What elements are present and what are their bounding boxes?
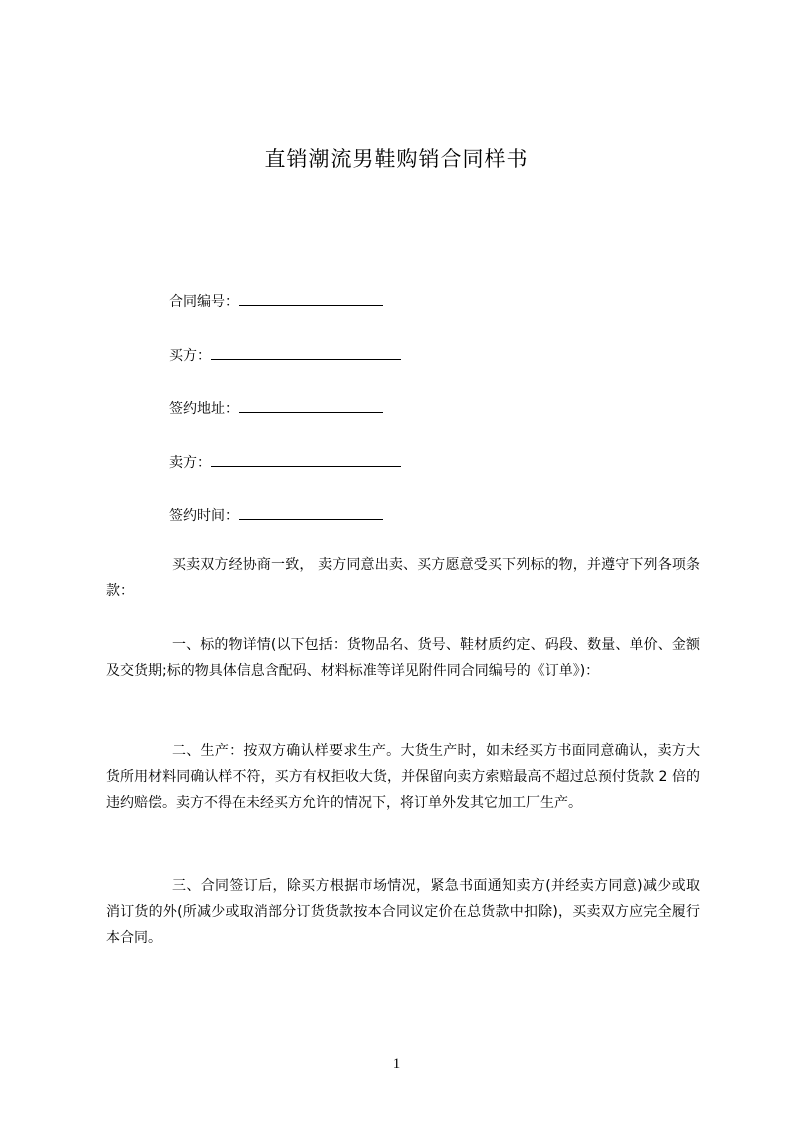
sign-time-field [169, 506, 383, 525]
buyer-blank [211, 346, 401, 360]
contract-no-blank [239, 292, 383, 306]
clause-2-paragraph: 二、生产：按双方确认样要求生产。大货生产时，如未经买方书面同意确认，卖方大货所用材料同确认样不符，买方有权拒收大货，并保留向卖方索赔最高不超过总预付货款 2 倍的违约赔偿。卖方不得在未经买方允许的情况下，将订单外发其它加工厂生产。 [106, 743, 700, 811]
sign-place-label: 签约地址： [169, 401, 239, 417]
buyer-field [169, 346, 401, 365]
sign-time-label: 签约时间： [169, 508, 239, 524]
page-number: 1 [392, 1056, 401, 1072]
intro-paragraph: 买卖双方经协商一致， 卖方同意出卖、买方愿意受买下列标的物，并遵守下列各项条款： [106, 557, 700, 599]
sign-time-blank [239, 506, 383, 520]
sign-place-field [169, 399, 383, 418]
contract-no-label: 合同编号： [169, 294, 239, 310]
contract-no-field [169, 292, 383, 311]
sign-place-blank [239, 399, 383, 413]
seller-field [169, 453, 401, 472]
document-title: 直销潮流男鞋购销合同样书 [264, 147, 529, 171]
seller-label: 卖方： [169, 455, 211, 471]
seller-blank [211, 453, 401, 467]
clause-3-paragraph: 三、合同签订后，除买方根据市场情况，紧急书面通知卖方(并经卖方同意)减少或取消订货的外(所减少或取消部分订货货款按本合同议定价在总货款中扣除)，买卖双方应完全履行本合同。 [106, 878, 700, 946]
buyer-label: 买方： [169, 348, 211, 364]
clause-1-paragraph: 一、标的物详情(以下包括：货物品名、货号、鞋材质约定、码段、数量、单价、金额及交货期;标的物具体信息含配码、材料标准等详见附件同合同编号的《订单》)： [106, 637, 700, 679]
